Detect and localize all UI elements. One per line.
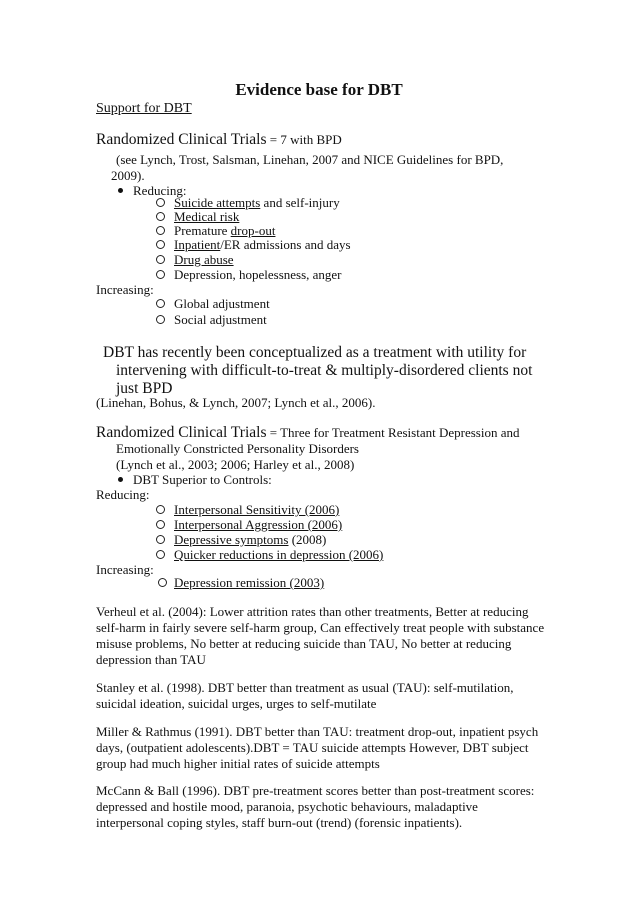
study-stanley-line2: suicidal ideation, suicidal urges, urges to self-mutilate: [96, 696, 377, 711]
concept-line3: just BPD: [116, 380, 173, 397]
page-title: Evidence base for DBT: [235, 80, 403, 99]
rct2-bullet: DBT Superior to Controls:: [133, 472, 272, 487]
study-miller-line1: Miller & Rathmus (1991). DBT better than TAU: treatment drop-out, inpatient psych: [96, 724, 539, 739]
rct2-reducing-label: Reducing:: [96, 487, 150, 502]
study-mccann-line2: depressed and hostile mood, paranoia, psychotic behaviours, maladaptive: [96, 799, 478, 814]
rct1-suffix: = 7 with BPD: [266, 132, 342, 147]
list-item: Depressive symptoms (2008): [174, 532, 327, 547]
circle-bullet-icon: [156, 520, 165, 529]
study-miller-line3: group had much higher initial rates of suicide attempts: [96, 756, 380, 771]
list-item: Inpatient/ER admissions and days: [174, 237, 351, 252]
circle-bullet-icon: [156, 240, 165, 249]
rct2-suffix: = Three for Treatment Resistant Depression and: [266, 425, 520, 440]
list-item: Interpersonal Sensitivity (2006): [174, 502, 340, 517]
study-mccann-line1: McCann & Ball (1996). DBT pre-treatment scores better than post-treatment scores:: [96, 783, 535, 798]
list-item: Premature drop-out: [174, 223, 276, 238]
rct1-reducing-label: Reducing:: [133, 183, 187, 198]
circle-bullet-icon: [156, 505, 165, 514]
bullet-icon: [118, 477, 123, 482]
rct1-heading-line: [96, 132, 342, 148]
circle-bullet-icon: [156, 198, 165, 207]
circle-bullet-icon: [156, 550, 165, 559]
list-item: Global adjustment: [174, 296, 270, 311]
rct2-line2: Emotionally Constricted Personality Disorders: [116, 441, 359, 456]
rct1-increasing-label: Increasing:: [96, 282, 154, 297]
study-miller-line2: days, (outpatient adolescents).DBT = TAU suicide attempts However, DBT subject: [96, 740, 529, 755]
study-verheul-line4: depression than TAU: [96, 652, 206, 667]
list-item: Drug abuse: [174, 252, 234, 267]
rct1-cite-line1: (see Lynch, Trost, Salsman, Linehan, 2007 and NICE Guidelines for BPD,: [116, 152, 504, 167]
study-verheul-line1: Verheul et al. (2004): Lower attrition rates than other treatments, Better at reducing: [96, 604, 529, 619]
list-item: Interpersonal Aggression (2006): [174, 517, 343, 532]
support-heading: Support for DBT: [96, 101, 192, 116]
rct1-heading: Randomized Clinical Trials: [96, 131, 267, 148]
list-item: Social adjustment: [174, 312, 267, 327]
concept-cite: (Linehan, Bohus, & Lynch, 2007; Lynch et al., 2006).: [96, 395, 376, 410]
rct1-cite-line2: 2009).: [111, 168, 145, 183]
study-stanley-line1: Stanley et al. (1998). DBT better than treatment as usual (TAU): self-mutilation,: [96, 680, 514, 695]
rct2-cite: (Lynch et al., 2003; 2006; Harley et al., 2008): [116, 457, 355, 472]
circle-bullet-icon: [156, 299, 165, 308]
list-item: Medical risk: [174, 209, 240, 224]
concept-line2: intervening with difficult-to-treat & multiply-disordered clients not: [116, 362, 533, 379]
list-item: Quicker reductions in depression (2006): [174, 547, 384, 562]
study-verheul-line3: misuse problems, No better at reducing suicide than TAU, No better at reducing: [96, 636, 512, 651]
rct2-heading: Randomized Clinical Trials: [96, 424, 267, 441]
rct2-heading-line: [96, 425, 519, 441]
circle-bullet-icon: [156, 315, 165, 324]
circle-bullet-icon: [156, 270, 165, 279]
study-mccann-line3: interpersonal coping styles, staff burn-out (trend) (forensic inpatients).: [96, 815, 463, 830]
circle-bullet-icon: [156, 255, 165, 264]
list-item: Suicide attempts and self-injury: [174, 195, 340, 210]
circle-bullet-icon: [158, 578, 167, 587]
bullet-icon: [118, 188, 123, 193]
circle-bullet-icon: [156, 226, 165, 235]
list-item: Depression, hopelessness, anger: [174, 267, 342, 282]
study-verheul-line2: self-harm in fairly severe self-harm group, Can effectively treat people with substance: [96, 620, 545, 635]
circle-bullet-icon: [156, 212, 165, 221]
list-item: Depression remission (2003): [174, 575, 325, 590]
circle-bullet-icon: [156, 535, 165, 544]
concept-line1: DBT has recently been conceptualized as a treatment with utility for: [103, 344, 527, 361]
rct2-increasing-label: Increasing:: [96, 562, 154, 577]
